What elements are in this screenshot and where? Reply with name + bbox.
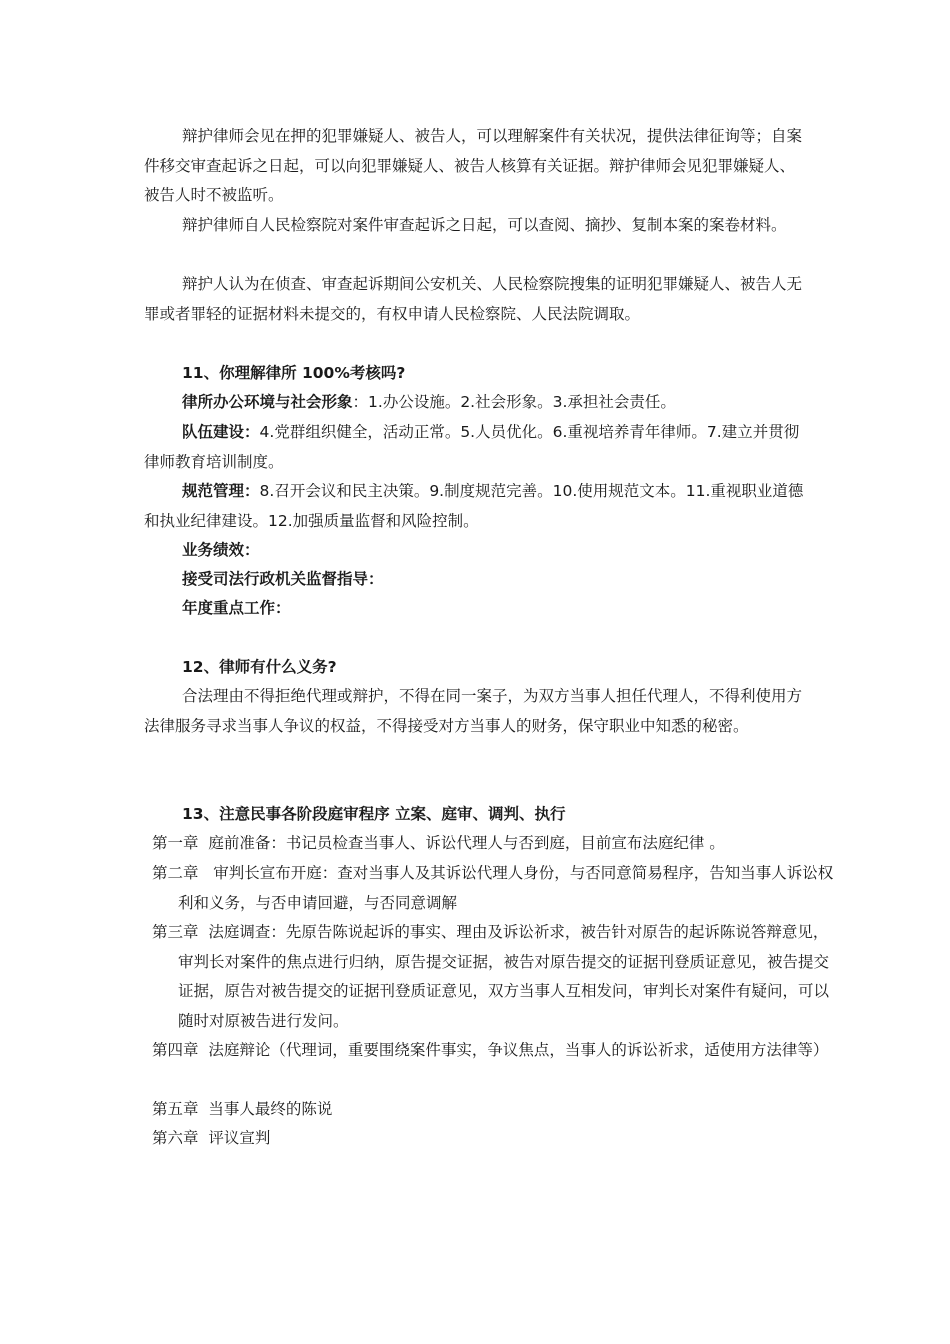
chapter-text: 庭前准备：书记员检查当事人、诉讼代理人与否到庭，目前宣布法庭纪律 。 [208,834,725,852]
item-label: 队伍建设 [182,423,245,441]
defense-paragraph-2: 辩护律师自人民检察院对案件审查起诉之日起，可以查阅、摘抄、复制本案的案卷材料。 [182,216,787,234]
section-12-heading: 12、律师有什么义务? [182,658,337,676]
section-11-item-supervision [144,565,808,595]
item-separator: ： [244,423,260,441]
item-separator: ： [275,599,291,617]
item-label: 业务绩效 [182,541,245,559]
defense-paragraph-3: 辩护人认为在侦查、审查起诉期间公安机关、人民检察院搜集的证明犯罪嫌疑人、被告人无罪或者罪轻的证据材料未提交的，有权申请人民检察院、人民法院调取。 [144,275,803,323]
chapter-text: 评议宣判 [208,1129,271,1147]
section-11-item-team [144,418,808,477]
item-label: 规范管理 [182,482,245,500]
chapter-text: 当事人最终的陈说 [208,1100,333,1118]
section-13-heading: 13、注意民事各阶段庭审程序 立案、庭审、调判、执行 [182,805,566,823]
item-separator: ： [244,541,260,559]
item-separator: ： [352,393,369,411]
item-label: 律所办公环境与社会形象 [182,393,353,411]
item-separator: ： [368,570,384,588]
section-11-item-performance [144,536,808,566]
chapter-number: 第三章 [152,923,199,941]
chapter-3 [152,918,834,1036]
section-11-item-management [144,477,808,536]
defense-paragraph-1: 辩护律师会见在押的犯罪嫌疑人、被告人，可以理解案件有关状况，提供法律征询等；自案件移交审查起诉之日起，可以向犯罪嫌疑人、被告人核算有关证据。辩护律师会见犯罪嫌疑人、被告人时不被监听。 [144,127,803,204]
chapter-number: 第六章 [152,1129,199,1147]
chapter-number: 第二章 [152,864,199,882]
item-text: 4.党群组织健全，活动正常。5.人员优化。6.重视培养青年律师。7.建立并贯彻律师教育培训制度。 [144,423,800,471]
item-label: 年度重点工作 [182,599,276,617]
chapter-1 [152,829,834,859]
section-12-body: 合法理由不得拒绝代理或辩护，不得在同一案子，为双方当事人担任代理人，不得利使用方法律服务寻求当事人争议的权益，不得接受对方当事人的财务，保守职业中知悉的秘密。 [144,687,803,735]
item-label: 接受司法行政机关监督指导 [182,570,369,588]
chapter-4 [152,1036,834,1066]
section-11-heading: 11、你理解律所 100%考核吗? [182,364,406,382]
chapter-6 [152,1124,834,1154]
item-separator: ： [244,482,260,500]
chapter-text: 法庭调查：先原告陈说起诉的事实、理由及诉讼祈求，被告针对原告的起诉陈说答辩意见，审判长对案件的焦点进行归纳，原告提交证据，被告对原告提交的证据刊登质证意见，被告提交证据，原告对被告提交的证据刊登质证意见，双方当事人互相发问，审判长对案件有疑问，可以随时对原被告进行发问。 [178,923,830,1030]
section-11-item-annual-work [144,594,808,624]
item-text: 8.召开会议和民主决策。9.制度规范完善。10.使用规范文本。11.重视职业道德和执业纪律建设。12.加强质量监督和风险控制。 [144,482,804,530]
chapter-text: 法庭辩论（代理词，重要围绕案件事实，争议焦点，当事人的诉讼祈求，适使用方法律等） [208,1041,829,1059]
chapter-number: 第一章 [152,834,199,852]
chapter-number: 第四章 [152,1041,199,1059]
chapter-2 [152,859,834,918]
chapter-5 [152,1095,834,1125]
section-11-item-office [144,388,808,418]
item-text: 1.办公设施。2.社会形象。3.承担社会责任。 [368,393,676,411]
chapter-number: 第五章 [152,1100,199,1118]
chapter-text: 审判长宣布开庭：查对当事人及其诉讼代理人身份，与否同意简易程序，告知当事人诉讼权利和义务，与否申请回避，与否同意调解 [178,864,834,912]
